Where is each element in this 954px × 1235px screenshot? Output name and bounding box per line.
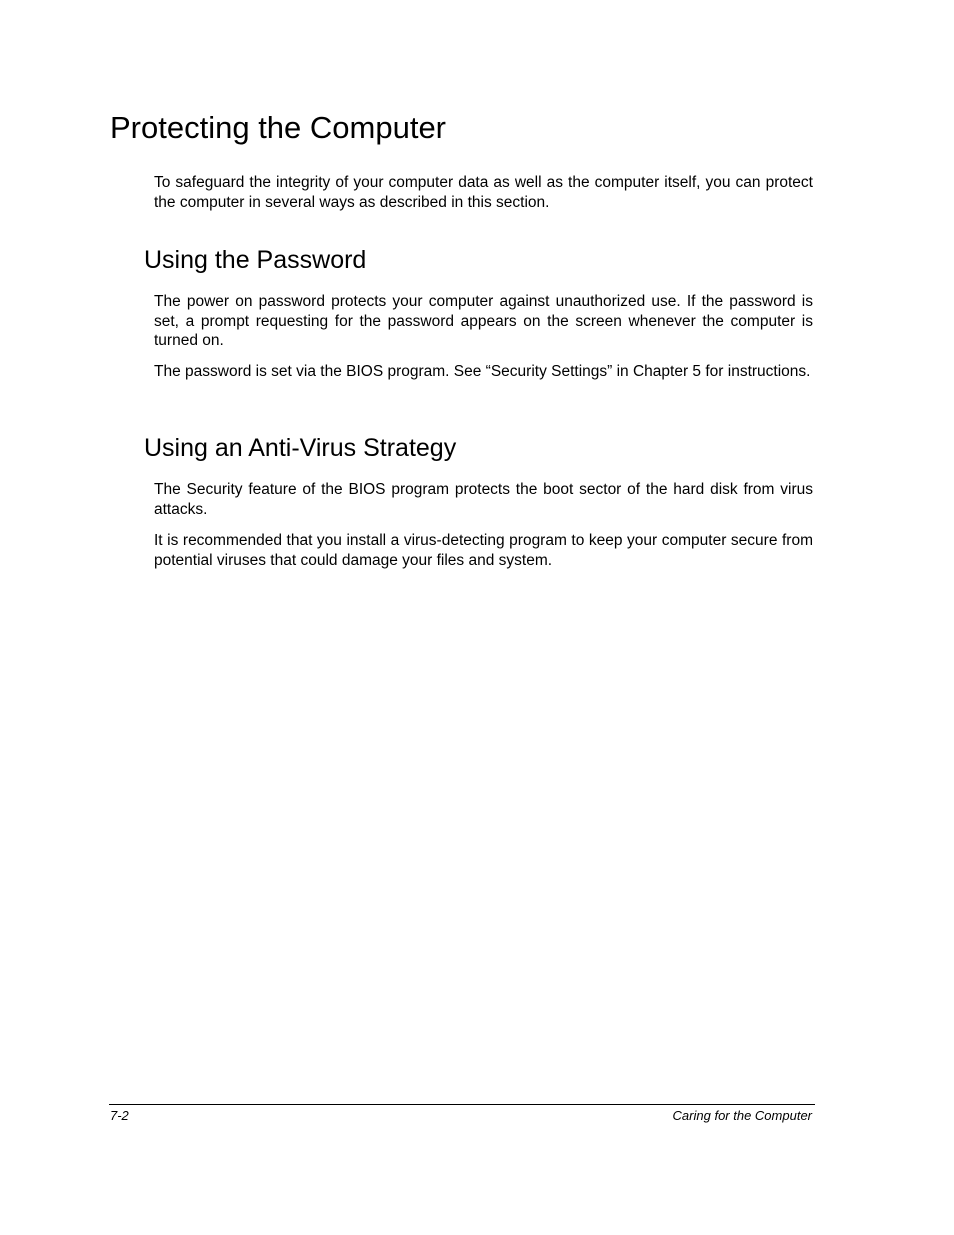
footer-page-number: 7-2 bbox=[110, 1108, 129, 1123]
section-heading-antivirus: Using an Anti-Virus Strategy bbox=[144, 434, 457, 462]
password-paragraph-2: The password is set via the BIOS program. See “Security Settings” in Chapter 5 for instructions. bbox=[154, 363, 811, 380]
intro-paragraph: To safeguard the integrity of your computer data as well as the computer itself, you can protect the computer in several ways as described in this section. bbox=[154, 174, 813, 211]
antivirus-paragraph-1: The Security feature of the BIOS program protects the boot sector of the hard disk from virus attacks. bbox=[154, 481, 813, 518]
section-heading-password: Using the Password bbox=[144, 246, 367, 274]
antivirus-paragraph-2: It is recommended that you install a virus-detecting program to keep your computer secure from potential viruses that could damage your files and system. bbox=[154, 532, 813, 569]
footer-chapter-title: Caring for the Computer bbox=[672, 1108, 812, 1123]
page-title: Protecting the Computer bbox=[110, 110, 447, 145]
password-paragraph-1: The power on password protects your computer against unauthorized use. If the password is set, a prompt requesting for the password appears on the screen whenever the computer is turned on. bbox=[154, 293, 813, 349]
footer-divider bbox=[109, 1104, 815, 1105]
